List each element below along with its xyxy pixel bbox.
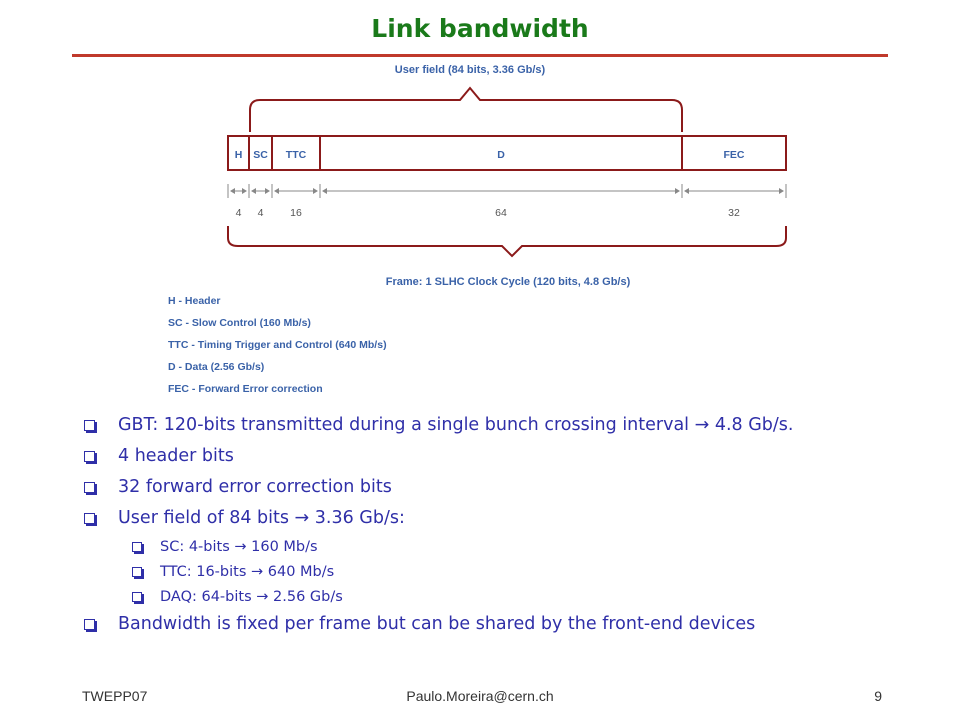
bullet-text: SC: 4-bits → 160 Mb/s [160,539,318,555]
checkbox-bullet-icon [84,513,95,524]
arrowhead [675,188,680,194]
bullet-text: Bandwidth is fixed per frame but can be shared by the front-end devices [118,614,756,634]
bullet-item [82,413,818,437]
field-bits-h: 4 [235,207,242,219]
bullet-list [82,413,902,643]
footer-conference: TWEPP07 [82,688,148,704]
sub-bullet-item [82,537,902,557]
checkbox-bullet-icon [84,420,95,431]
bullet-item [82,612,902,636]
arrowhead [242,188,247,194]
legend-item: SC - Slow Control (160 Mb/s) [168,317,311,329]
frame-brace [228,226,786,256]
checkbox-bullet-icon [132,567,142,577]
bullet-text: 4 header bits [118,446,234,466]
field-bits-sc: 4 [257,207,264,219]
footer-page-number: 9 [874,688,882,704]
checkbox-bullet-icon [132,542,142,552]
bullet-text: User field of 84 bits → 3.36 Gb/s: [118,508,405,528]
footer-email: Paulo.Moreira@cern.ch [406,688,554,704]
bullet-item [82,475,902,499]
bullet-item [82,506,902,530]
field-name-fec: FEC [723,149,745,161]
legend-item: FEC - Forward Error correction [168,383,323,395]
bit-width-arrows [228,184,786,219]
arrowhead [313,188,318,194]
field-bits-fec: 32 [728,207,740,219]
legend-item: TTC - Timing Trigger and Control (640 Mb/s) [168,339,387,351]
arrowhead [251,188,256,194]
checkbox-bullet-icon [84,619,95,630]
arrowhead [265,188,270,194]
field-legend [168,295,387,395]
arrowhead [274,188,279,194]
bullet-text: 32 forward error correction bits [118,477,392,497]
field-name-sc: SC [253,149,268,161]
bullet-text: GBT: 120-bits transmitted during a single bunch crossing interval → 4.8 Gb/s. [118,415,794,435]
frame-box [228,136,786,170]
field-name-h: H [234,149,243,161]
bullet-text: DAQ: 64-bits → 2.56 Gb/s [160,589,343,605]
checkbox-bullet-icon [84,482,95,493]
legend-item: H - Header [168,295,221,307]
field-name-ttc: TTC [285,149,307,161]
legend-item: D - Data (2.56 Gb/s) [168,361,265,373]
sub-bullet-item [82,587,902,607]
bullet-text: TTC: 16-bits → 640 Mb/s [160,564,335,580]
arrowhead [322,188,327,194]
user-field-label: User field (84 bits, 3.36 Gb/s) [394,64,546,76]
arrowhead [684,188,689,194]
field-bits-d: 64 [495,207,507,219]
field-name-d: D [497,149,505,161]
arrowhead [230,188,235,194]
frame-label: Frame: 1 SLHC Clock Cycle (120 bits, 4.8 Gb/s) [385,276,631,288]
slide-title: Link bandwidth [371,14,589,43]
checkbox-bullet-icon [84,451,95,462]
checkbox-bullet-icon [132,592,142,602]
user-field-brace [250,88,682,132]
bullet-item [82,444,902,468]
arrowhead [779,188,784,194]
field-bits-ttc: 16 [290,207,302,219]
sub-bullet-item [82,562,902,582]
